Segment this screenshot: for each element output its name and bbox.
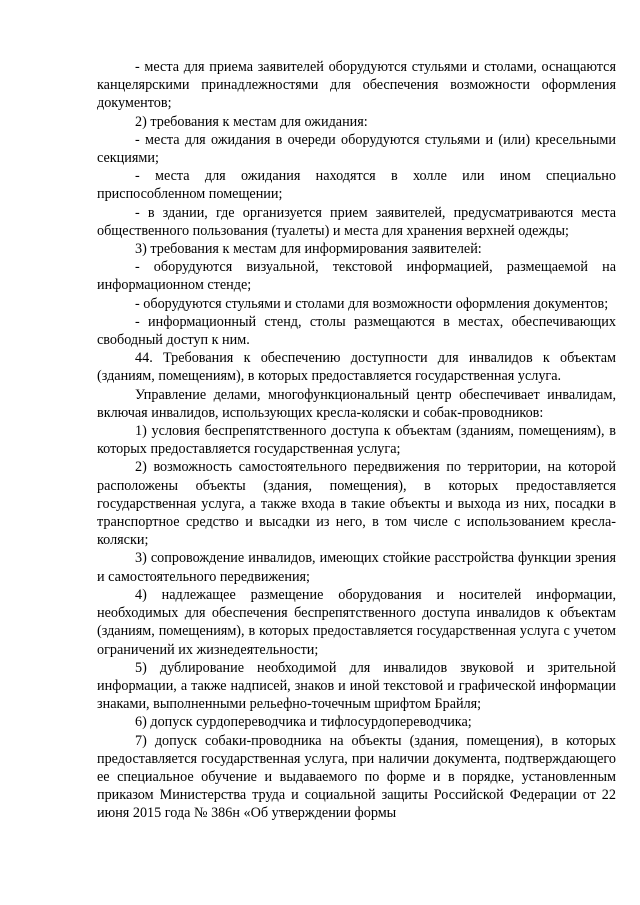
paragraph-item-7: 7) допуск собаки-проводника на объекты (здания, помещения), в которых предоставляется государственная услуга, при наличии документа, подтверждающего ее специальное обучение и выдаваемого по форме и в порядке, установленным приказом Министерства труда и социальной защиты Российской Федерации от 22 июня 2015 года № 386н «Об утверждении формы <box>97 732 616 822</box>
paragraph-information-requirements: 3) требования к местам для информирования заявителей: <box>135 241 482 258</box>
paragraph-reception-places: - места для приема заявителей оборудуются стульями и столами, оснащаются канцелярскими принадлежностями для обеспечения возможности оформления документов; <box>97 59 616 112</box>
paragraph-management-provides: Управление делами, многофункциональный центр обеспечивает инвалидам, включая инвалидов, использующих кресла-коляски и собак-проводников: <box>97 386 616 421</box>
paragraph-public-facilities: - в здании, где организуется прием заявителей, предусматриваются места общественного пользования (туалеты) и места для хранения верхней одежды; <box>97 204 616 239</box>
paragraph-document-tables: - оборудуются стульями и столами для возможности оформления документов; <box>135 295 609 312</box>
paragraph-item-4: 4) надлежащее размещение оборудования и носителей информации, необходимых для обеспечения беспрепятственного доступа инвалидов к объектам (зданиям, помещениям), в которых предоставляется государственная услуга с учетом ограничений их жизнедеятельности; <box>97 586 616 658</box>
document-page <box>97 58 616 823</box>
paragraph-item-3: 3) сопровождение инвалидов, имеющих стойкие расстройства функции зрения и самостоятельного передвижения; <box>97 550 616 585</box>
paragraph-waiting-seating: - места для ожидания в очереди оборудуются стульями и (или) кресельными секциями; <box>97 131 616 167</box>
paragraph-item-2: 2) возможность самостоятельного передвижения по территории, на которой расположены объекты (здания, помещения), в которых предоставляется государственная услуга, а также входа в такие объекты и выхода из них, посадки в транспортное средство и высадки из него, в том числе с использованием кресла-коляски; <box>97 459 616 549</box>
paragraph-item-1: 1) условия беспрепятственного доступа к объектам (зданиям, помещениям), в которых предоставляется государственная услуга; <box>97 423 616 458</box>
paragraph-waiting-requirements: 2) требования к местам для ожидания: <box>135 113 368 130</box>
paragraph-waiting-location: - места для ожидания находятся в холле или ином специально приспособленном помещении; <box>97 168 616 203</box>
paragraph-item-5: 5) дублирование необходимой для инвалидов звуковой и зрительной информации, а также надписей, знаков и иной текстовой и графической информации знаками, выполненными рельефно-точечным шрифтом Брайля; <box>97 659 616 713</box>
paragraph-item-6: 6) допуск сурдопереводчика и тифлосурдопереводчика; <box>135 714 472 731</box>
paragraph-section-44: 44. Требования к обеспечению доступности для инвалидов к объектам (зданиям, помещениям), в которых предоставляется государственная услуга. <box>97 350 616 385</box>
paragraph-information-stand: - оборудуются визуальной, текстовой информацией, размещаемой на информационном стенде; <box>97 259 616 294</box>
paragraph-free-access: - информационный стенд, столы размещаются в местах, обеспечивающих свободный доступ к ним. <box>97 313 616 349</box>
